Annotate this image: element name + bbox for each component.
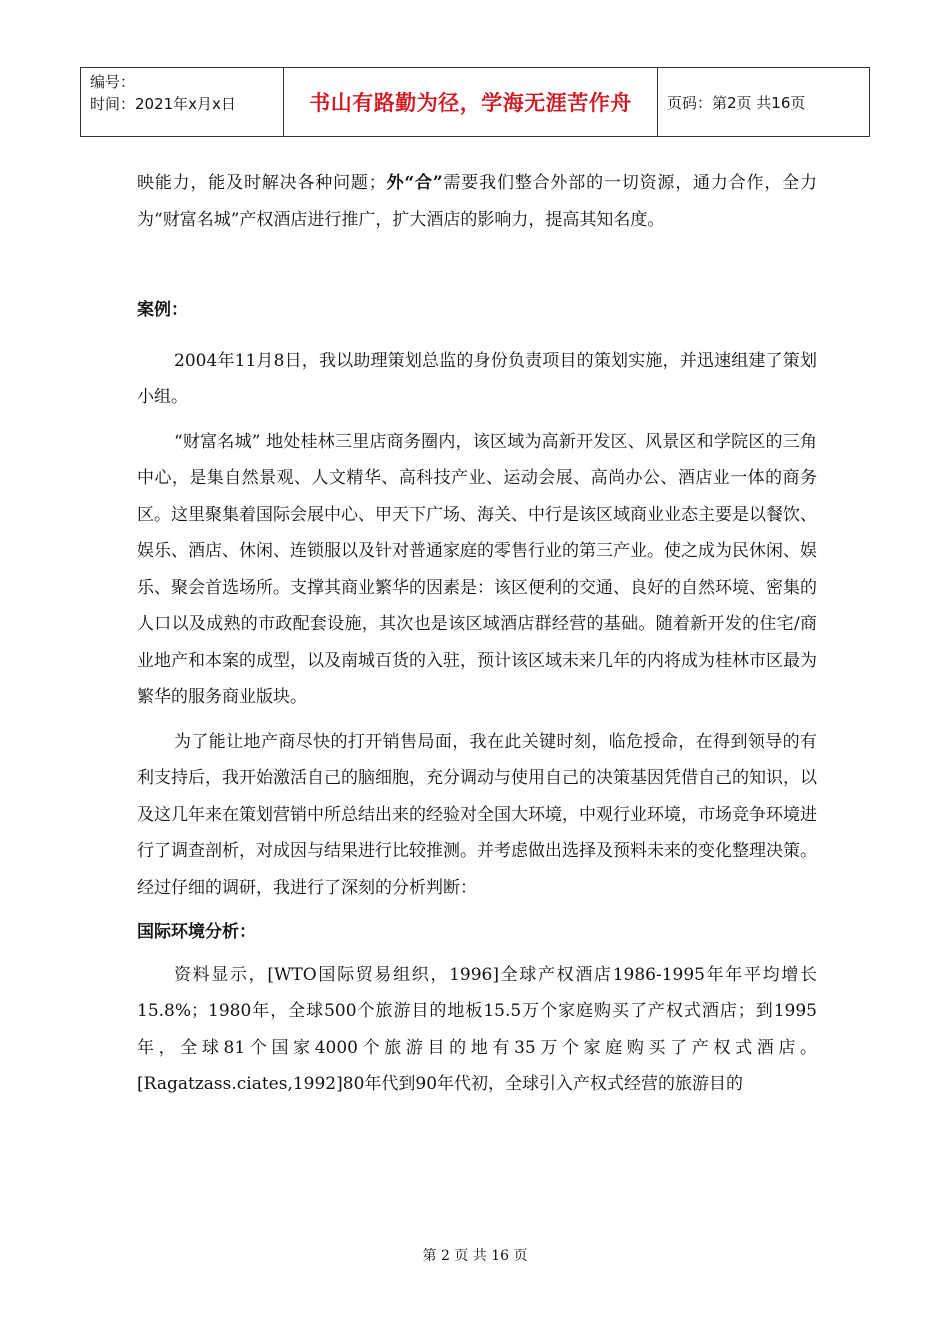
paragraph-1-start: 映能力，能及时解决各种问题； xyxy=(137,173,386,193)
number-label: 编号： xyxy=(90,73,136,91)
header-info-cell xyxy=(81,68,284,136)
header-table xyxy=(80,67,870,137)
paragraph-4: 为了能让地产商尽快的打开销售局面，我在此关键时刻，临危授命，在得到领导的有利支持后，我开始激活自己的脑细胞，充分调动与使用自己的决策基因凭借自己的知识，以及这几年来在策划营销中所总结出来的经验对全国大环境，中观行业环境，市场竞争环境进行了调查剖析，对成因与结果进行比较推测。并考虑做出选择及预料未来的变化整理决策。经过仔细的调研，我进行了深刻的分析判断： xyxy=(137,731,817,898)
time-label: 时间：2021年x月x日 xyxy=(90,95,236,113)
paragraph-5: 资料显示，[WTO国际贸易组织，1996]全球产权酒店1986-1995年年平均增长15.8%；1980年，全球500个旅游目的地板15.5万个家庭购买了产权式酒店；到1995年，全球81个国家4000个旅游目的地有35万个家庭购买了产权式酒店。[Ragatzass.ciates,1992]80年代到90年代初，全球引入产权式经营的旅游目的 xyxy=(137,964,817,1094)
case-heading: 案例： xyxy=(137,300,188,320)
page-footer: 第 2 页 共 16 页 xyxy=(422,1248,528,1264)
page-label: 页码：第2页 共16页 xyxy=(667,93,806,112)
paragraph-2: 2004年11月8日，我以助理策划总监的身份负责项目的策划实施，并迅速组建了策划小组。 xyxy=(137,350,817,407)
document-body xyxy=(137,165,817,1103)
paragraph-3: “财富名城” 地处桂林三里店商务圈内，该区域为高新开发区、风景区和学院区的三角中心，是集自然景观、人文精华、高科技产业、运动会展、高尚办公、酒店业一体的商务区。这里聚集着国际会展中心、甲天下广场、海关、中行是该区域商业业态主要是以餐饮、娱乐、酒店、休闲、连锁服以及针对普通家庭的零售行业的第三产业。使之成为民休闲、娱乐、聚会首选场所。支撑其商业繁华的因素是：该区便利的交通、良好的自然环境、密集的人口以及成熟的市政配套设施，其次也是该区域酒店群经营的基础。随着新开发的住宅/商业地产和本案的成型，以及南城百货的入驻，预计该区域未来几年的内将成为桂林市区最为繁华的服务商业版块。 xyxy=(137,431,817,707)
motto: 书山有路勤为径，学海无涯苦作舟 xyxy=(284,68,658,136)
paragraph-1-bold: 外“合” xyxy=(385,173,443,193)
paragraph-1-end: 需要我们整合外部的一切资源，通力合作，全力为“财富名城”产权酒店进行推广，扩大酒店的影响力，提高其知名度。 xyxy=(137,173,818,230)
intl-heading: 国际环境分析： xyxy=(137,922,256,942)
paragraph-1 xyxy=(137,165,817,238)
